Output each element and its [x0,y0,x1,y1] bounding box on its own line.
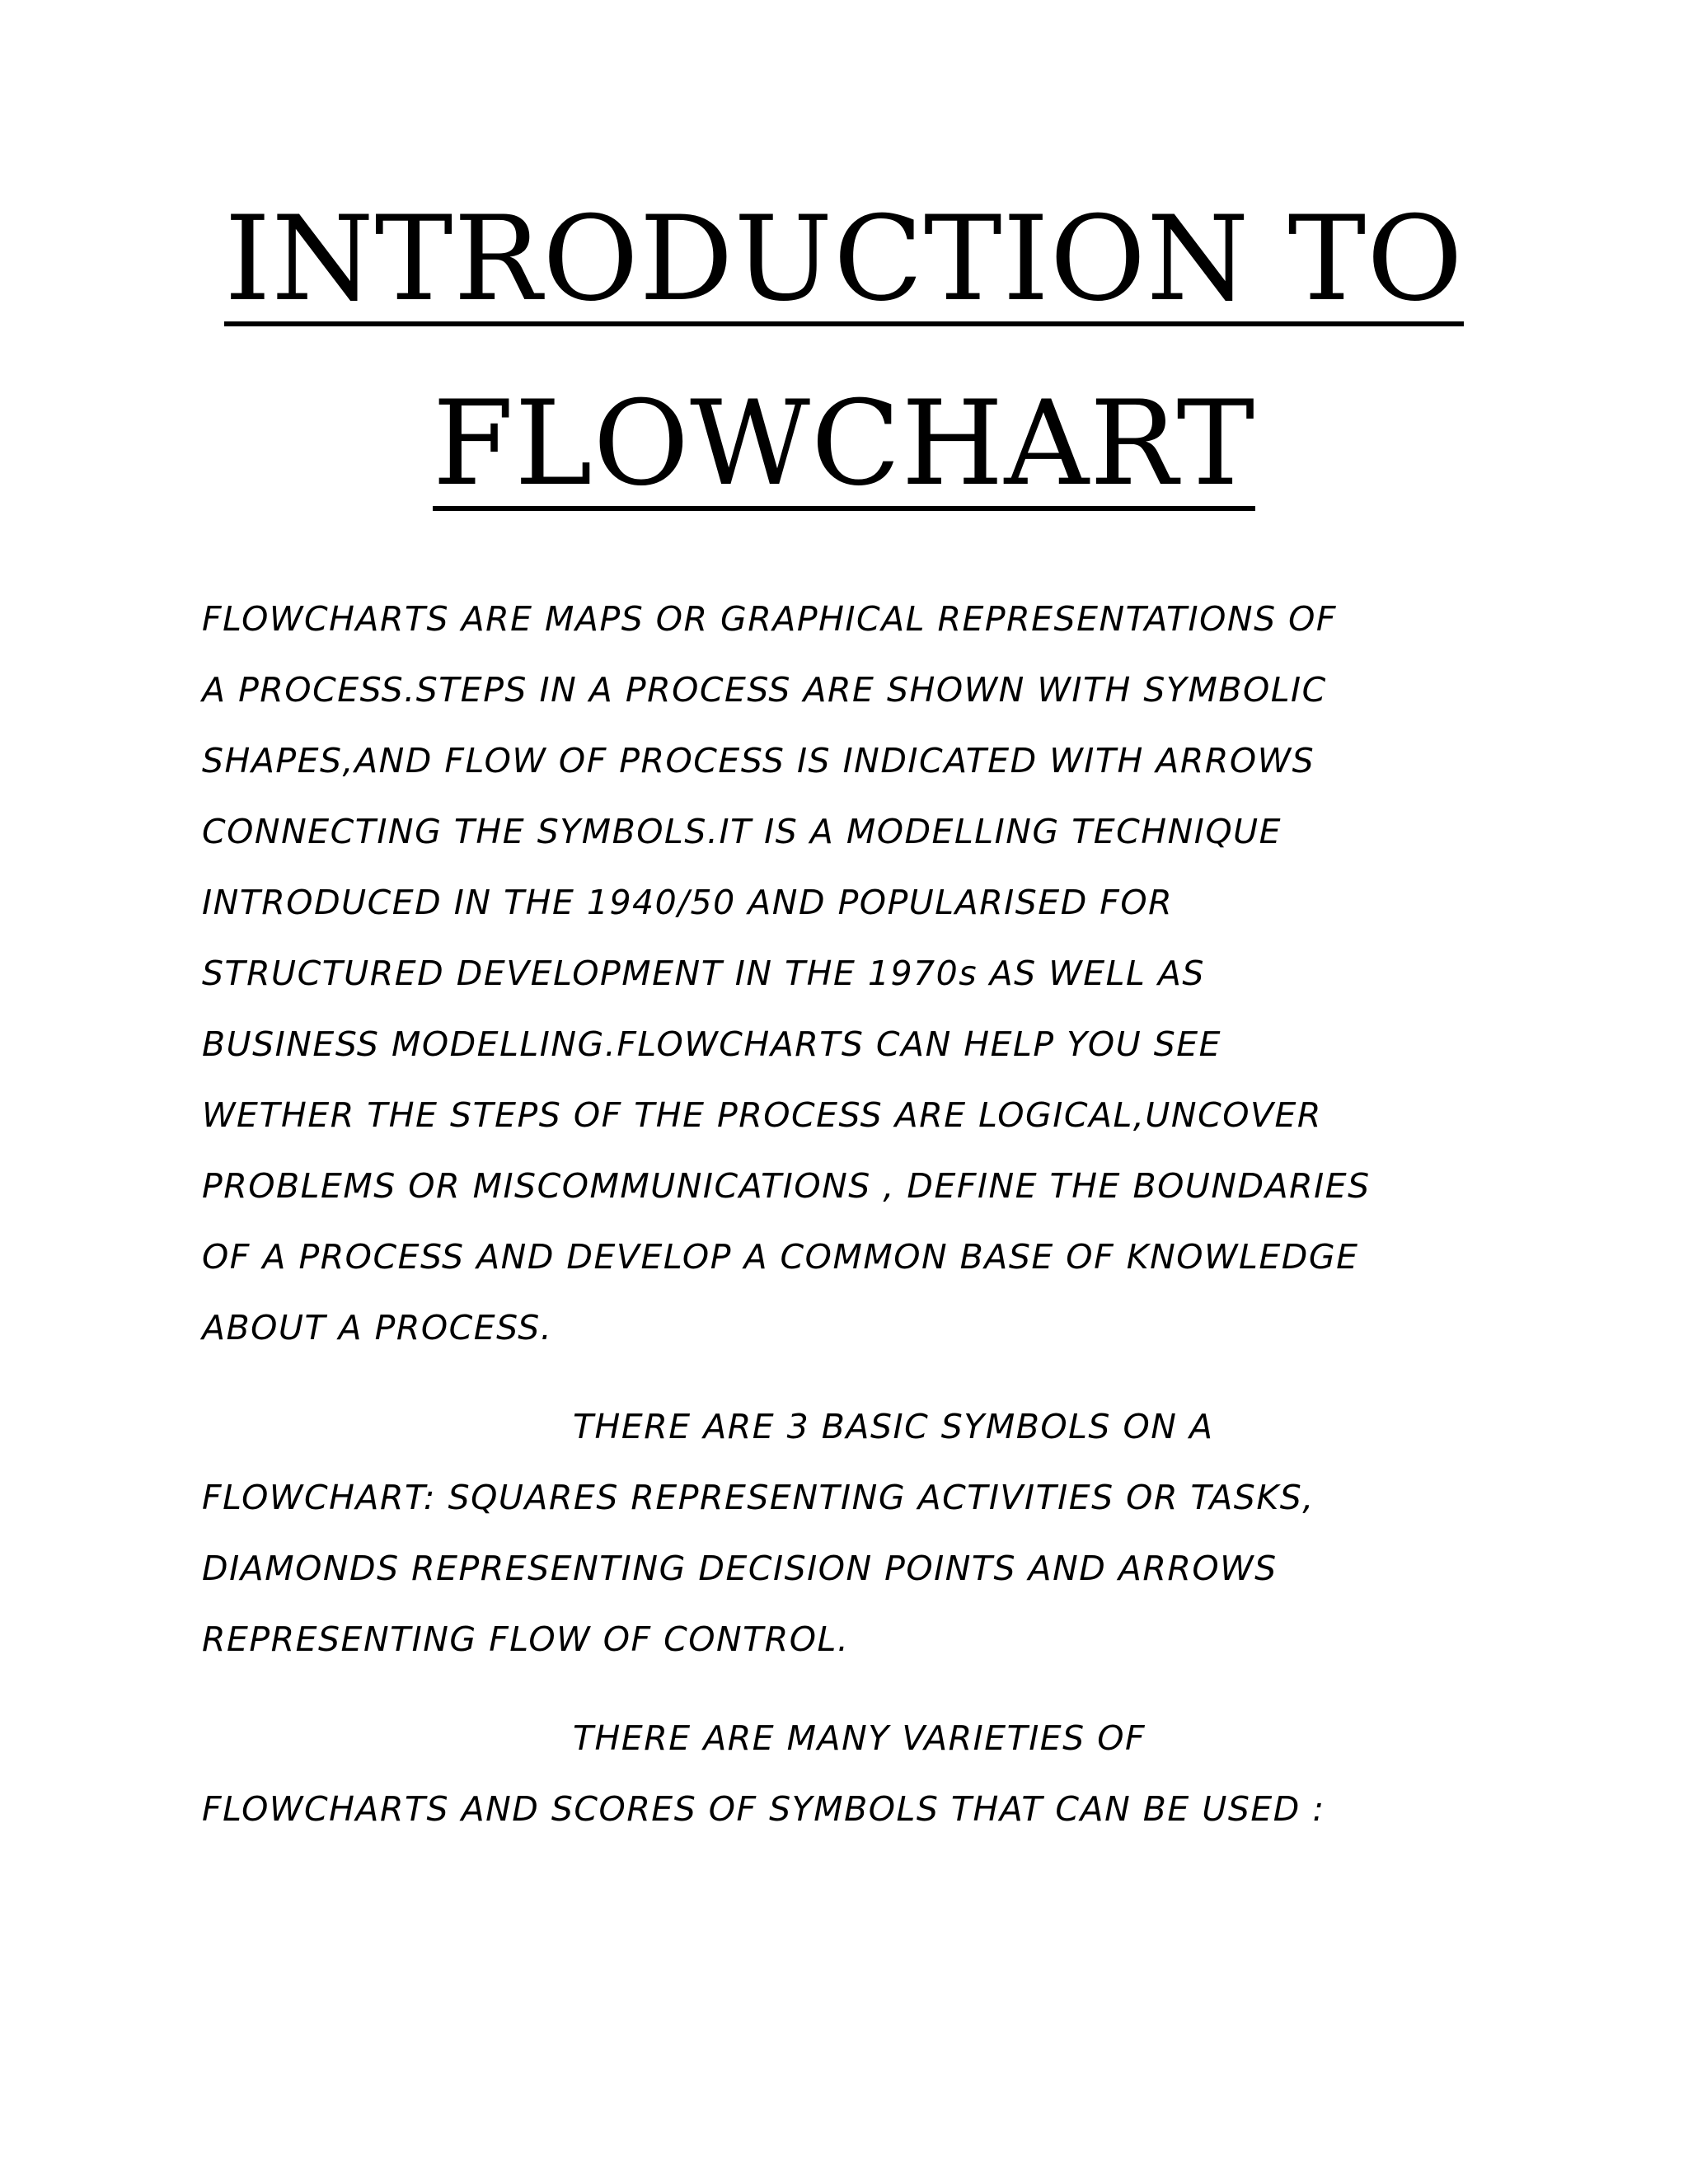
paragraph-line: REPRESENTING FLOW OF CONTROL. [202,1619,850,1659]
paragraph-line: SHAPES,AND FLOW OF PROCESS IS INDICATED WITH ARROWS [202,741,1315,780]
paragraph-line: FLOWCHART: SQUARES REPRESENTING ACTIVITIES OR TASKS, [202,1478,1315,1517]
title-text-2: FLOWCHART [432,376,1256,512]
paragraph-line: PROBLEMS OR MISCOMMUNICATIONS , DEFINE THE BOUNDARIES [202,1166,1371,1206]
paragraph-varieties [202,1703,1488,1844]
paragraph-line: STRUCTURED DEVELOPMENT IN THE 1970s AS WELL AS [202,954,1205,993]
paragraph-line: OF A PROCESS AND DEVELOP A COMMON BASE OF KNOWLEDGE [202,1237,1359,1277]
paragraph-intro [202,583,1488,1363]
paragraph-line: CONNECTING THE SYMBOLS.IT IS A MODELLING TECHNIQUE [202,812,1282,851]
title-line-2 [0,376,1688,512]
paragraph-line: ABOUT A PROCESS. [202,1308,553,1347]
paragraph-line: DIAMONDS REPRESENTING DECISION POINTS AND ARROWS [202,1549,1278,1588]
paragraph-line: THERE ARE 3 BASIC SYMBOLS ON A [573,1407,1214,1446]
paragraph-line: THERE ARE MANY VARIETIES OF [573,1718,1146,1758]
paragraph-line: FLOWCHARTS AND SCORES OF SYMBOLS THAT CAN BE USED : [202,1789,1325,1829]
paragraph-line: BUSINESS MODELLING.FLOWCHARTS CAN HELP YOU SEE [202,1024,1222,1064]
paragraph-line: INTRODUCED IN THE 1940/50 AND POPULARISED FOR [202,883,1174,922]
paragraph-basic-symbols [202,1391,1488,1675]
paragraph-line: FLOWCHARTS ARE MAPS OR GRAPHICAL REPRESENTATIONS OF [202,599,1337,639]
paragraph-line: A PROCESS.STEPS IN A PROCESS ARE SHOWN WITH SYMBOLIC [202,670,1327,710]
title-line-1 [0,191,1688,327]
paragraph-line: WETHER THE STEPS OF THE PROCESS ARE LOGICAL,UNCOVER [202,1095,1322,1135]
title-text-1: INTRODUCTION TO [224,191,1464,327]
